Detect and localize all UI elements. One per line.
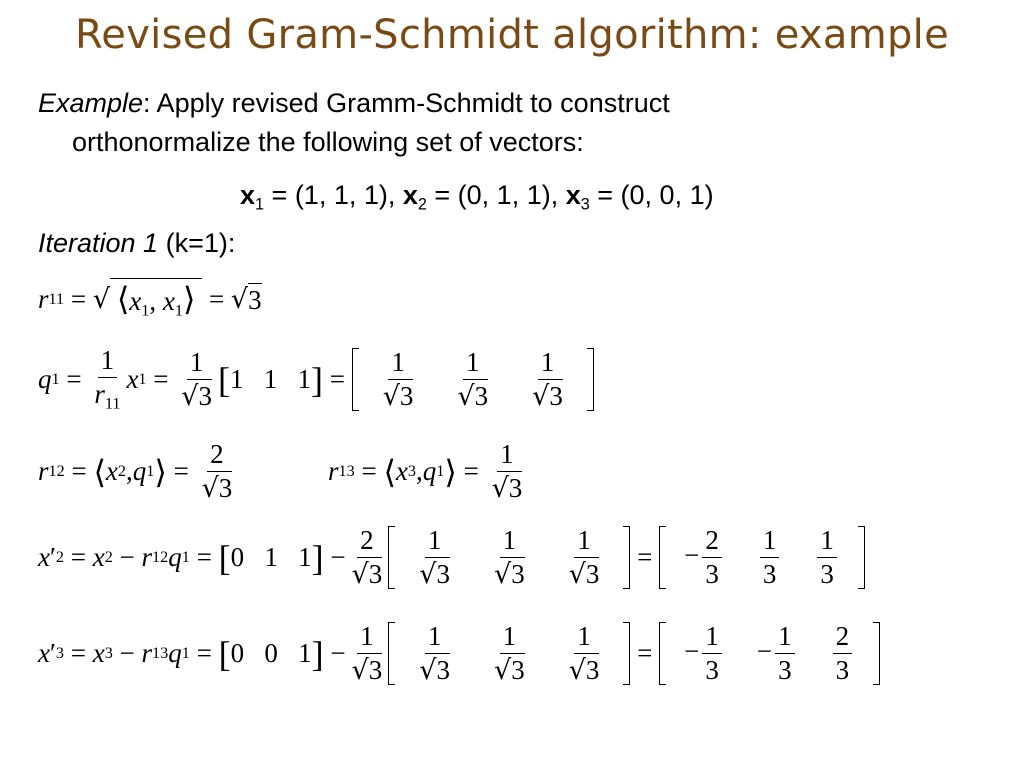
x2-value: = (0, 1, 1), [426, 180, 566, 210]
slide-title: Revised Gram-Schmidt algorithm: example [74, 12, 949, 58]
example-line-1 [38, 88, 670, 119]
x3-label: x [565, 180, 581, 210]
example-text-1: : Apply revised Gramm-Schmidt to construct [143, 88, 670, 118]
x2-sub: 2 [417, 195, 427, 214]
x1-sub: 1 [255, 195, 265, 214]
x2-label: x [402, 180, 418, 210]
equation-x2-prime: x ′ 2 = x 2 − r 12 q 1 = [ 0 1 1 ] − $\frac{2}{√3}$ $\frac{1}{√3}$ $\frac{1}{√3}$ $\frac{1}{√3}$ = − $\frac{2}{3}$ $\frac{1}{3}$ $\frac{1}{3}$ [38, 526, 865, 589]
example-line-2: orthonormalize the following set of vectors: [72, 127, 584, 157]
equation-r11: r 11 = √ $⟨x_1$, $x_1⟩$ = √ 3 [38, 280, 262, 320]
example-label: Example [38, 88, 144, 118]
iteration-heading [38, 228, 235, 259]
iteration-label: Iteration 1 [38, 228, 159, 258]
equation-r12: r 12 = ⟨ x 2 , q 1 ⟩ = $\frac{2}{√3}$ [38, 439, 233, 504]
vector-definitions [240, 180, 714, 215]
x1-label: x [240, 180, 256, 210]
equation-q1: q 1 = $\frac{1}{r_{11}}$ x 1 = $\frac{1}{√3}$ [ 1 1 1 ] = $\frac{1}{√3}$ $\frac{1}{√3}$ $\frac{1}{√3}$ [38, 346, 594, 413]
x3-sub: 3 [580, 195, 590, 214]
x3-value: = (0, 0, 1) [589, 180, 714, 210]
equation-r13: r 13 = ⟨ x 3 , q 1 ⟩ = $\frac{1}{√3}$ [328, 439, 523, 504]
x1-value: = (1, 1, 1), [264, 180, 403, 210]
equation-x3-prime: x ′ 3 = x 3 − r 13 q 1 = [ 0 0 1 ] − $\frac{1}{√3}$ $\frac{1}{√3}$ $\frac{1}{√3}$ $\frac{1}{√3}$ = − $\frac{1}{3}$ − $\frac{1}{3}$ $\frac{2}{3}$ [38, 622, 880, 685]
iteration-paren: (k=1): [158, 228, 236, 258]
